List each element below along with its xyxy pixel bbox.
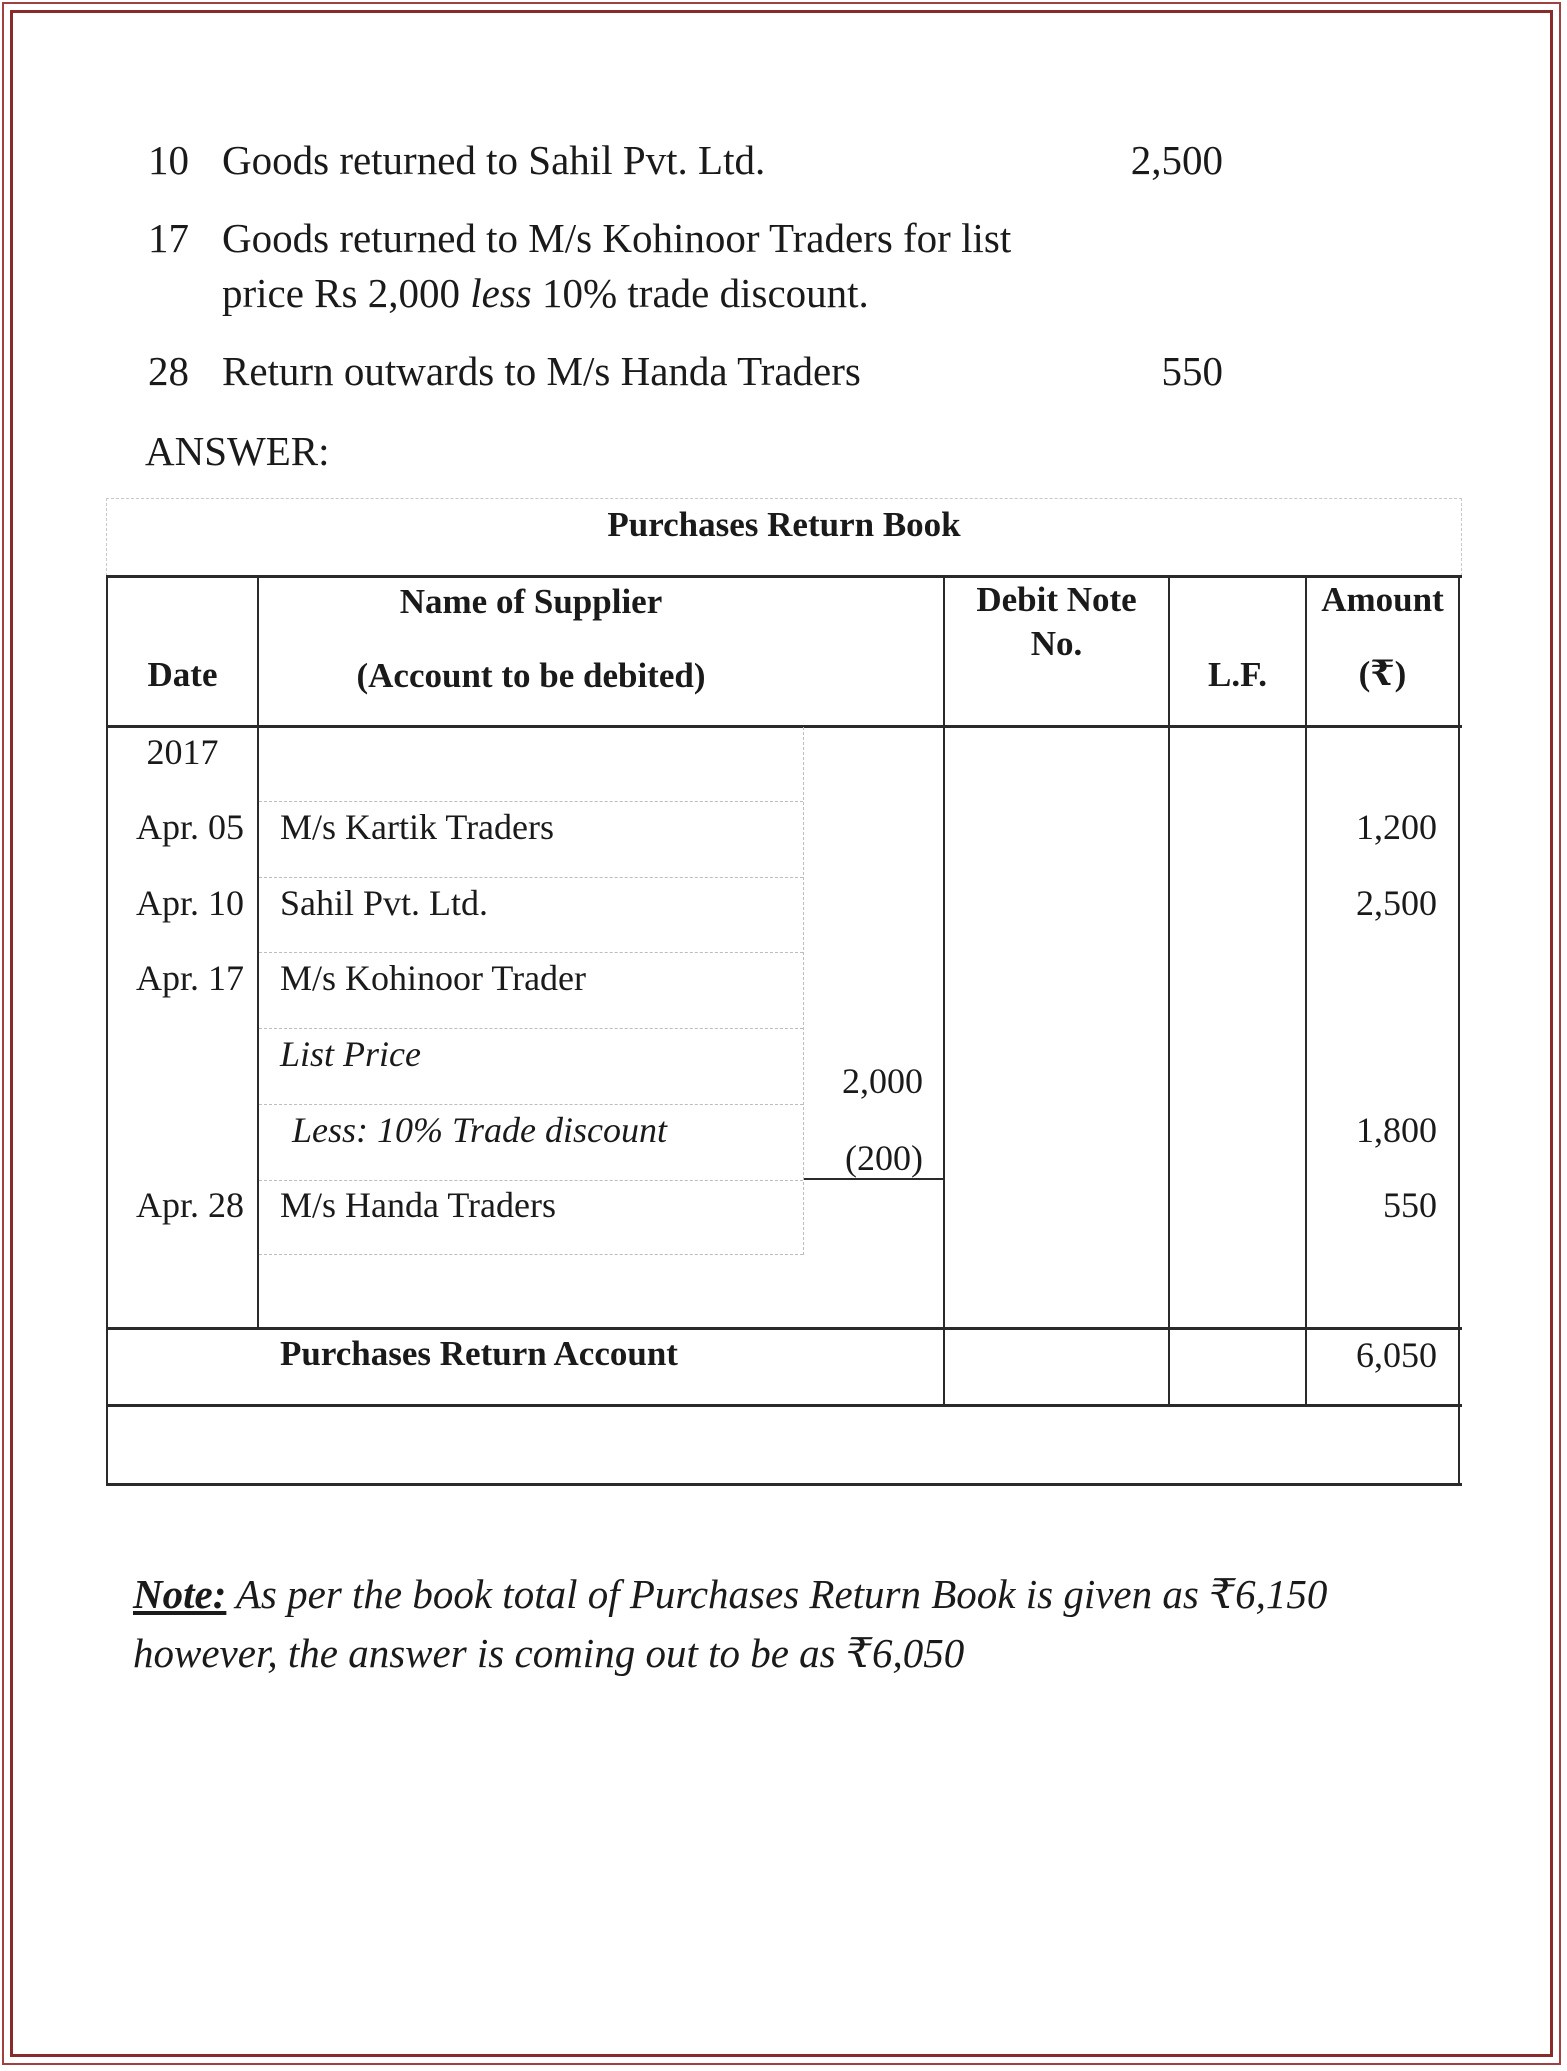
question-date: 28 <box>148 348 189 394</box>
row-inner-amount: (200) <box>845 1138 923 1178</box>
rule-lf <box>1305 575 1307 1406</box>
rule-header-bottom <box>106 725 1462 728</box>
note-label: Note: <box>133 1571 227 1617</box>
row-date: Apr. 28 <box>136 1185 244 1225</box>
guide-row <box>259 1254 803 1255</box>
rule-total-bottom <box>106 1404 1462 1407</box>
row-list-price: List Price <box>280 1034 421 1074</box>
question-text: Goods returned to M/s Kohinoor Traders for list <box>222 215 1012 261</box>
total-label: Purchases Return Account <box>280 1334 678 1373</box>
row-date: Apr. 17 <box>136 958 244 998</box>
rule-supplier <box>943 575 945 1406</box>
row-supplier: Sahil Pvt. Ltd. <box>280 883 489 923</box>
row-amount: 1,200 <box>1356 807 1437 847</box>
rule-total-top <box>106 1327 1462 1330</box>
header-date: Date <box>147 655 218 694</box>
row-supplier: M/s Kartik Traders <box>280 807 555 847</box>
guide-row <box>259 877 803 878</box>
question-amount: 2,500 <box>1130 137 1223 183</box>
question-amount: 550 <box>1161 348 1223 394</box>
question-text-cont: price Rs 2,000 less 10% trade discount. <box>222 270 869 316</box>
question-text: Return outwards to M/s Handa Traders <box>222 348 861 394</box>
note-text: As per the book total of Purchases Return Book is given as ₹6,150 however, the answer is coming out to be as ₹6,050 <box>133 1571 1328 1677</box>
row-date: Apr. 10 <box>136 883 244 923</box>
row-amount: 550 <box>1383 1185 1437 1225</box>
guide-row <box>259 952 803 953</box>
note <box>133 1565 1453 1684</box>
answer-label: ANSWER: <box>145 428 330 474</box>
row-trade-discount: Less: 10% Trade discount <box>292 1110 668 1150</box>
row-supplier: M/s Kohinoor Trader <box>280 958 587 998</box>
page-border-inner <box>10 10 1553 2057</box>
header-supplier: Name of Supplier (Account to be debited) <box>356 582 706 695</box>
guide-row <box>259 801 803 802</box>
guide-row <box>259 1104 803 1105</box>
guide-row <box>259 1028 803 1029</box>
question-date: 10 <box>148 137 189 183</box>
guide-row <box>259 1180 803 1181</box>
rule-table-bottom <box>106 1483 1462 1486</box>
header-amount: Amount (₹) <box>1321 580 1444 693</box>
rule-debit-note <box>1168 575 1170 1406</box>
row-date: Apr. 05 <box>136 807 244 847</box>
row-supplier: M/s Handa Traders <box>280 1185 556 1225</box>
question-date: 17 <box>148 215 189 261</box>
rule-header-top <box>106 575 1462 578</box>
question-emphasis: less <box>470 270 532 316</box>
rule-left <box>106 575 108 1485</box>
book-title: Purchases Return Book <box>607 505 961 544</box>
row-amount: 1,800 <box>1356 1110 1437 1150</box>
total-amount: 6,050 <box>1356 1335 1437 1375</box>
header-debit-note: Debit Note No. <box>976 580 1137 663</box>
row-inner-amount: 2,000 <box>842 1061 923 1101</box>
question-text: Goods returned to Sahil Pvt. Ltd. <box>222 137 766 183</box>
guide-inner-col <box>803 727 804 1255</box>
year: 2017 <box>146 732 219 772</box>
header-lf: L.F. <box>1207 655 1267 694</box>
row-amount: 2,500 <box>1356 883 1437 923</box>
rule-right <box>1458 575 1460 1485</box>
